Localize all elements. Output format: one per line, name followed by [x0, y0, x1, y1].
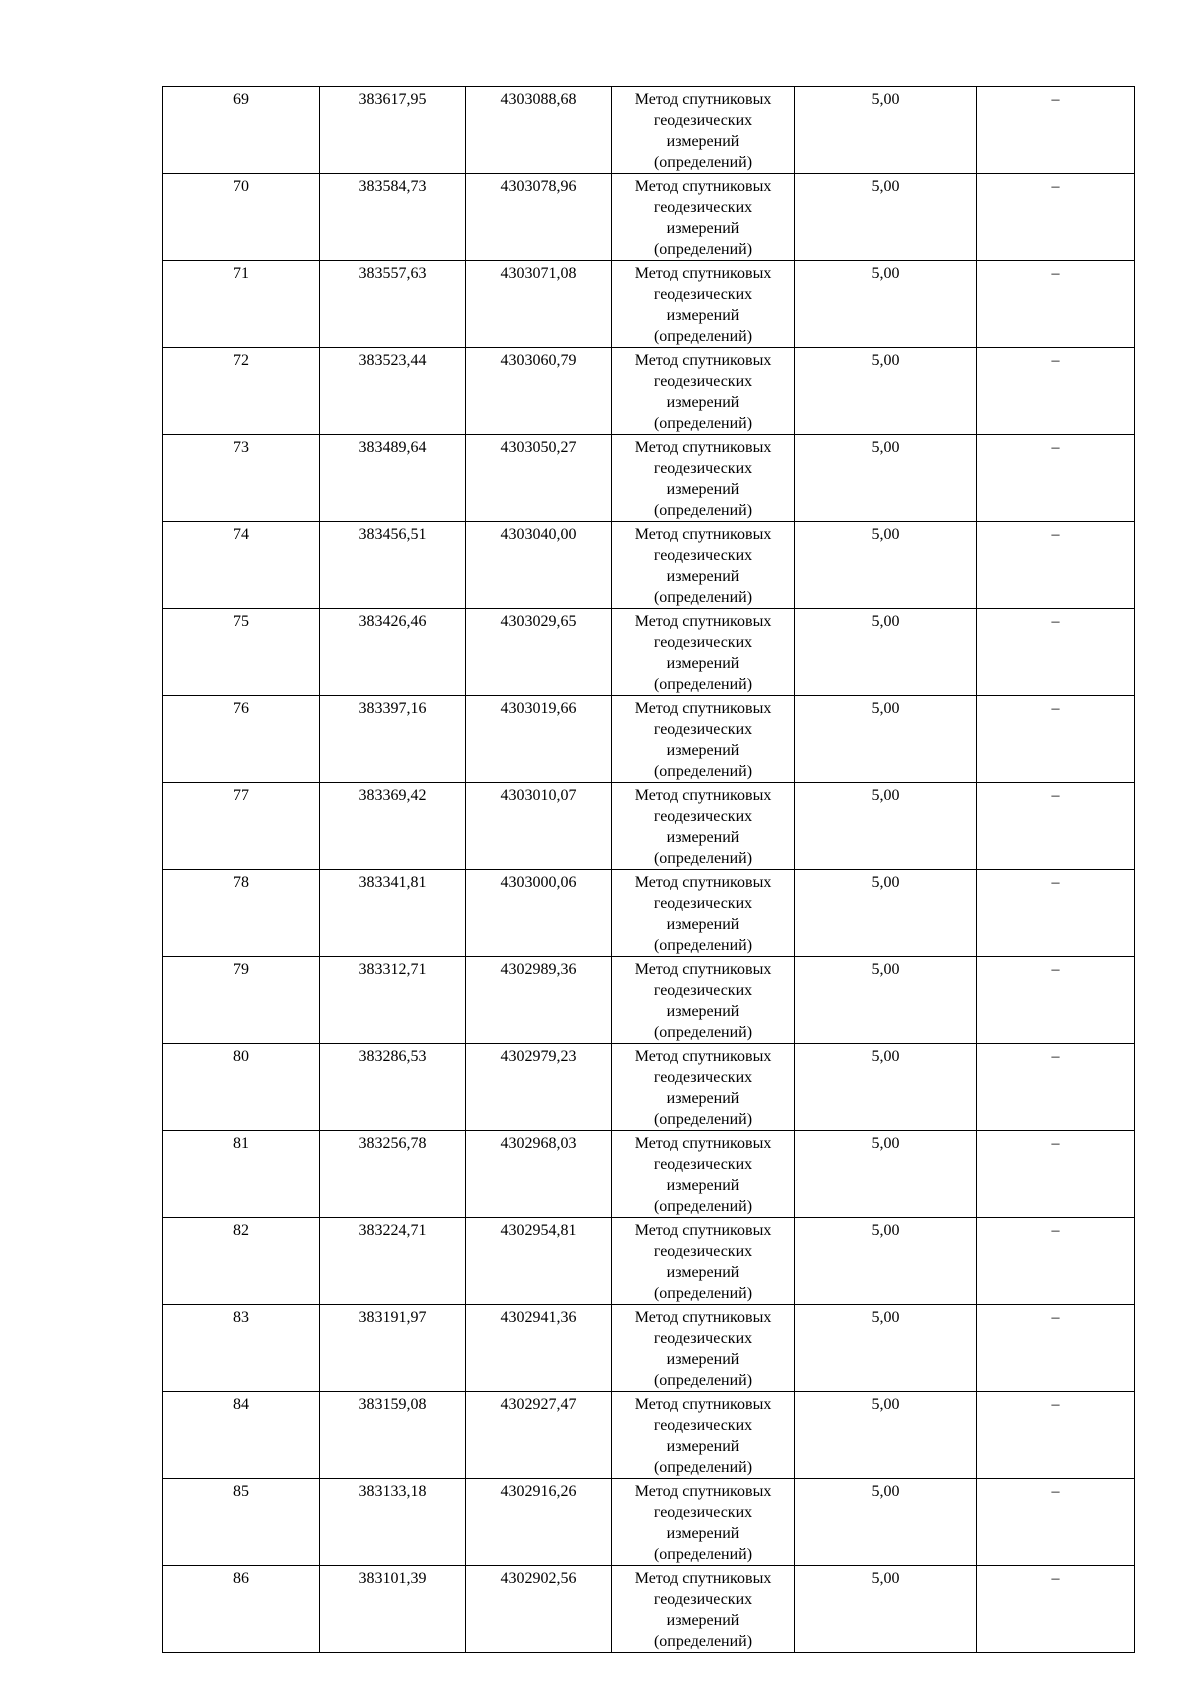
- method-line: измерений: [666, 133, 740, 150]
- table-row: [163, 1305, 1135, 1392]
- method-cell: [612, 696, 795, 783]
- method-line: Метод спутниковых: [634, 178, 772, 195]
- y-coordinate-cell: 4303050,27: [466, 435, 612, 522]
- method-line: Метод спутниковых: [634, 439, 772, 456]
- point-number-cell: 76: [163, 696, 320, 783]
- method-line: (определений): [653, 328, 753, 345]
- x-coordinate-cell: 383341,81: [320, 870, 466, 957]
- method-line: измерений: [666, 742, 740, 759]
- method-line: измерений: [666, 655, 740, 672]
- method-cell: [612, 261, 795, 348]
- method-cell: [612, 435, 795, 522]
- method-line: (определений): [653, 937, 753, 954]
- accuracy-cell: 5,00: [795, 1479, 977, 1566]
- method-line: (определений): [653, 676, 753, 693]
- method-line: геодезических: [653, 1330, 753, 1347]
- table-row: [163, 522, 1135, 609]
- x-coordinate-cell: 383523,44: [320, 348, 466, 435]
- method-line: измерений: [666, 1003, 740, 1020]
- x-coordinate-cell: 383191,97: [320, 1305, 466, 1392]
- accuracy-cell: 5,00: [795, 174, 977, 261]
- table-row: [163, 609, 1135, 696]
- note-cell: –: [977, 609, 1135, 696]
- point-number-cell: 71: [163, 261, 320, 348]
- x-coordinate-cell: 383101,39: [320, 1566, 466, 1653]
- method-line: (определений): [653, 1024, 753, 1041]
- method-cell: [612, 1218, 795, 1305]
- method-line: (определений): [653, 502, 753, 519]
- method-line: измерений: [666, 220, 740, 237]
- method-line: (определений): [653, 1459, 753, 1476]
- method-line: геодезических: [653, 112, 753, 129]
- y-coordinate-cell: 4302968,03: [466, 1131, 612, 1218]
- accuracy-cell: 5,00: [795, 696, 977, 783]
- method-line: Метод спутниковых: [634, 700, 772, 717]
- method-line: измерений: [666, 1525, 740, 1542]
- table-row: [163, 957, 1135, 1044]
- method-cell: [612, 348, 795, 435]
- note-cell: –: [977, 1479, 1135, 1566]
- method-cell: [612, 870, 795, 957]
- table-row: [163, 1218, 1135, 1305]
- accuracy-cell: 5,00: [795, 522, 977, 609]
- y-coordinate-cell: 4303078,96: [466, 174, 612, 261]
- method-line: Метод спутниковых: [634, 265, 772, 282]
- method-line: Метод спутниковых: [634, 1396, 772, 1413]
- y-coordinate-cell: 4303000,06: [466, 870, 612, 957]
- x-coordinate-cell: 383286,53: [320, 1044, 466, 1131]
- method-cell: [612, 522, 795, 609]
- point-number-cell: 73: [163, 435, 320, 522]
- method-cell: [612, 1131, 795, 1218]
- point-number-cell: 78: [163, 870, 320, 957]
- y-coordinate-cell: 4302954,81: [466, 1218, 612, 1305]
- accuracy-cell: 5,00: [795, 87, 977, 174]
- x-coordinate-cell: 383397,16: [320, 696, 466, 783]
- method-line: (определений): [653, 1546, 753, 1563]
- method-cell: [612, 174, 795, 261]
- accuracy-cell: 5,00: [795, 1392, 977, 1479]
- table-row: [163, 261, 1135, 348]
- method-line: Метод спутниковых: [634, 1222, 772, 1239]
- y-coordinate-cell: 4302916,26: [466, 1479, 612, 1566]
- point-number-cell: 84: [163, 1392, 320, 1479]
- note-cell: –: [977, 1566, 1135, 1653]
- method-line: геодезических: [653, 373, 753, 390]
- coordinates-table-body: [163, 87, 1135, 1653]
- note-cell: –: [977, 261, 1135, 348]
- document-page: [162, 86, 1134, 1653]
- method-line: Метод спутниковых: [634, 613, 772, 630]
- method-cell: [612, 783, 795, 870]
- method-line: измерений: [666, 481, 740, 498]
- method-cell: [612, 1479, 795, 1566]
- method-cell: [612, 957, 795, 1044]
- accuracy-cell: 5,00: [795, 1218, 977, 1305]
- point-number-cell: 74: [163, 522, 320, 609]
- method-line: геодезических: [653, 634, 753, 651]
- method-line: (определений): [653, 1633, 753, 1650]
- accuracy-cell: 5,00: [795, 783, 977, 870]
- coordinates-table: [162, 86, 1135, 1653]
- method-line: геодезических: [653, 1156, 753, 1173]
- method-line: измерений: [666, 829, 740, 846]
- point-number-cell: 70: [163, 174, 320, 261]
- point-number-cell: 75: [163, 609, 320, 696]
- method-line: измерений: [666, 1438, 740, 1455]
- method-cell: [612, 1044, 795, 1131]
- x-coordinate-cell: 383133,18: [320, 1479, 466, 1566]
- note-cell: –: [977, 1044, 1135, 1131]
- y-coordinate-cell: 4302979,23: [466, 1044, 612, 1131]
- x-coordinate-cell: 383557,63: [320, 261, 466, 348]
- y-coordinate-cell: 4302989,36: [466, 957, 612, 1044]
- method-line: геодезических: [653, 286, 753, 303]
- method-line: геодезических: [653, 547, 753, 564]
- method-line: измерений: [666, 568, 740, 585]
- table-row: [163, 1479, 1135, 1566]
- x-coordinate-cell: 383426,46: [320, 609, 466, 696]
- y-coordinate-cell: 4303040,00: [466, 522, 612, 609]
- point-number-cell: 85: [163, 1479, 320, 1566]
- x-coordinate-cell: 383256,78: [320, 1131, 466, 1218]
- table-row: [163, 783, 1135, 870]
- accuracy-cell: 5,00: [795, 1044, 977, 1131]
- method-line: Метод спутниковых: [634, 1135, 772, 1152]
- point-number-cell: 86: [163, 1566, 320, 1653]
- x-coordinate-cell: 383224,71: [320, 1218, 466, 1305]
- method-line: Метод спутниковых: [634, 1570, 772, 1587]
- accuracy-cell: 5,00: [795, 1305, 977, 1392]
- table-row: [163, 87, 1135, 174]
- table-row: [163, 1131, 1135, 1218]
- method-line: (определений): [653, 850, 753, 867]
- y-coordinate-cell: 4303010,07: [466, 783, 612, 870]
- method-cell: [612, 1392, 795, 1479]
- table-row: [163, 1566, 1135, 1653]
- point-number-cell: 82: [163, 1218, 320, 1305]
- x-coordinate-cell: 383617,95: [320, 87, 466, 174]
- method-cell: [612, 1305, 795, 1392]
- y-coordinate-cell: 4303029,65: [466, 609, 612, 696]
- method-cell: [612, 87, 795, 174]
- method-line: геодезических: [653, 721, 753, 738]
- accuracy-cell: 5,00: [795, 609, 977, 696]
- method-line: измерений: [666, 916, 740, 933]
- y-coordinate-cell: 4302927,47: [466, 1392, 612, 1479]
- method-line: (определений): [653, 1111, 753, 1128]
- method-line: Метод спутниковых: [634, 961, 772, 978]
- note-cell: –: [977, 957, 1135, 1044]
- method-line: Метод спутниковых: [634, 1483, 772, 1500]
- method-line: измерений: [666, 1612, 740, 1629]
- table-row: [163, 870, 1135, 957]
- method-line: (определений): [653, 1285, 753, 1302]
- method-line: геодезических: [653, 1591, 753, 1608]
- point-number-cell: 69: [163, 87, 320, 174]
- method-line: (определений): [653, 1372, 753, 1389]
- accuracy-cell: 5,00: [795, 870, 977, 957]
- method-cell: [612, 609, 795, 696]
- point-number-cell: 80: [163, 1044, 320, 1131]
- point-number-cell: 77: [163, 783, 320, 870]
- accuracy-cell: 5,00: [795, 957, 977, 1044]
- accuracy-cell: 5,00: [795, 435, 977, 522]
- y-coordinate-cell: 4303019,66: [466, 696, 612, 783]
- method-line: геодезических: [653, 895, 753, 912]
- table-row: [163, 174, 1135, 261]
- note-cell: –: [977, 87, 1135, 174]
- method-line: геодезических: [653, 199, 753, 216]
- accuracy-cell: 5,00: [795, 261, 977, 348]
- note-cell: –: [977, 348, 1135, 435]
- method-line: измерений: [666, 1090, 740, 1107]
- method-line: измерений: [666, 307, 740, 324]
- method-line: геодезических: [653, 1417, 753, 1434]
- x-coordinate-cell: 383369,42: [320, 783, 466, 870]
- method-line: геодезических: [653, 808, 753, 825]
- y-coordinate-cell: 4302941,36: [466, 1305, 612, 1392]
- x-coordinate-cell: 383159,08: [320, 1392, 466, 1479]
- y-coordinate-cell: 4303060,79: [466, 348, 612, 435]
- x-coordinate-cell: 383489,64: [320, 435, 466, 522]
- method-line: Метод спутниковых: [634, 1048, 772, 1065]
- table-row: [163, 1044, 1135, 1131]
- method-line: (определений): [653, 1198, 753, 1215]
- method-line: геодезических: [653, 982, 753, 999]
- point-number-cell: 79: [163, 957, 320, 1044]
- note-cell: –: [977, 870, 1135, 957]
- note-cell: –: [977, 174, 1135, 261]
- method-line: геодезических: [653, 1069, 753, 1086]
- point-number-cell: 72: [163, 348, 320, 435]
- note-cell: –: [977, 783, 1135, 870]
- note-cell: –: [977, 1131, 1135, 1218]
- method-line: геодезических: [653, 1504, 753, 1521]
- note-cell: –: [977, 696, 1135, 783]
- x-coordinate-cell: 383312,71: [320, 957, 466, 1044]
- x-coordinate-cell: 383456,51: [320, 522, 466, 609]
- method-line: измерений: [666, 394, 740, 411]
- method-line: Метод спутниковых: [634, 91, 772, 108]
- method-line: (определений): [653, 415, 753, 432]
- method-line: Метод спутниковых: [634, 526, 772, 543]
- note-cell: –: [977, 435, 1135, 522]
- method-line: измерений: [666, 1177, 740, 1194]
- method-line: (определений): [653, 154, 753, 171]
- note-cell: –: [977, 1392, 1135, 1479]
- method-line: Метод спутниковых: [634, 352, 772, 369]
- y-coordinate-cell: 4303071,08: [466, 261, 612, 348]
- table-row: [163, 435, 1135, 522]
- accuracy-cell: 5,00: [795, 348, 977, 435]
- accuracy-cell: 5,00: [795, 1131, 977, 1218]
- method-line: геодезических: [653, 460, 753, 477]
- method-line: (определений): [653, 589, 753, 606]
- x-coordinate-cell: 383584,73: [320, 174, 466, 261]
- table-row: [163, 348, 1135, 435]
- point-number-cell: 81: [163, 1131, 320, 1218]
- method-cell: [612, 1566, 795, 1653]
- method-line: Метод спутниковых: [634, 787, 772, 804]
- y-coordinate-cell: 4302902,56: [466, 1566, 612, 1653]
- method-line: Метод спутниковых: [634, 874, 772, 891]
- accuracy-cell: 5,00: [795, 1566, 977, 1653]
- method-line: (определений): [653, 763, 753, 780]
- method-line: Метод спутниковых: [634, 1309, 772, 1326]
- point-number-cell: 83: [163, 1305, 320, 1392]
- y-coordinate-cell: 4303088,68: [466, 87, 612, 174]
- note-cell: –: [977, 1305, 1135, 1392]
- method-line: (определений): [653, 241, 753, 258]
- note-cell: –: [977, 1218, 1135, 1305]
- method-line: измерений: [666, 1264, 740, 1281]
- table-row: [163, 1392, 1135, 1479]
- note-cell: –: [977, 522, 1135, 609]
- method-line: геодезических: [653, 1243, 753, 1260]
- table-row: [163, 696, 1135, 783]
- method-line: измерений: [666, 1351, 740, 1368]
